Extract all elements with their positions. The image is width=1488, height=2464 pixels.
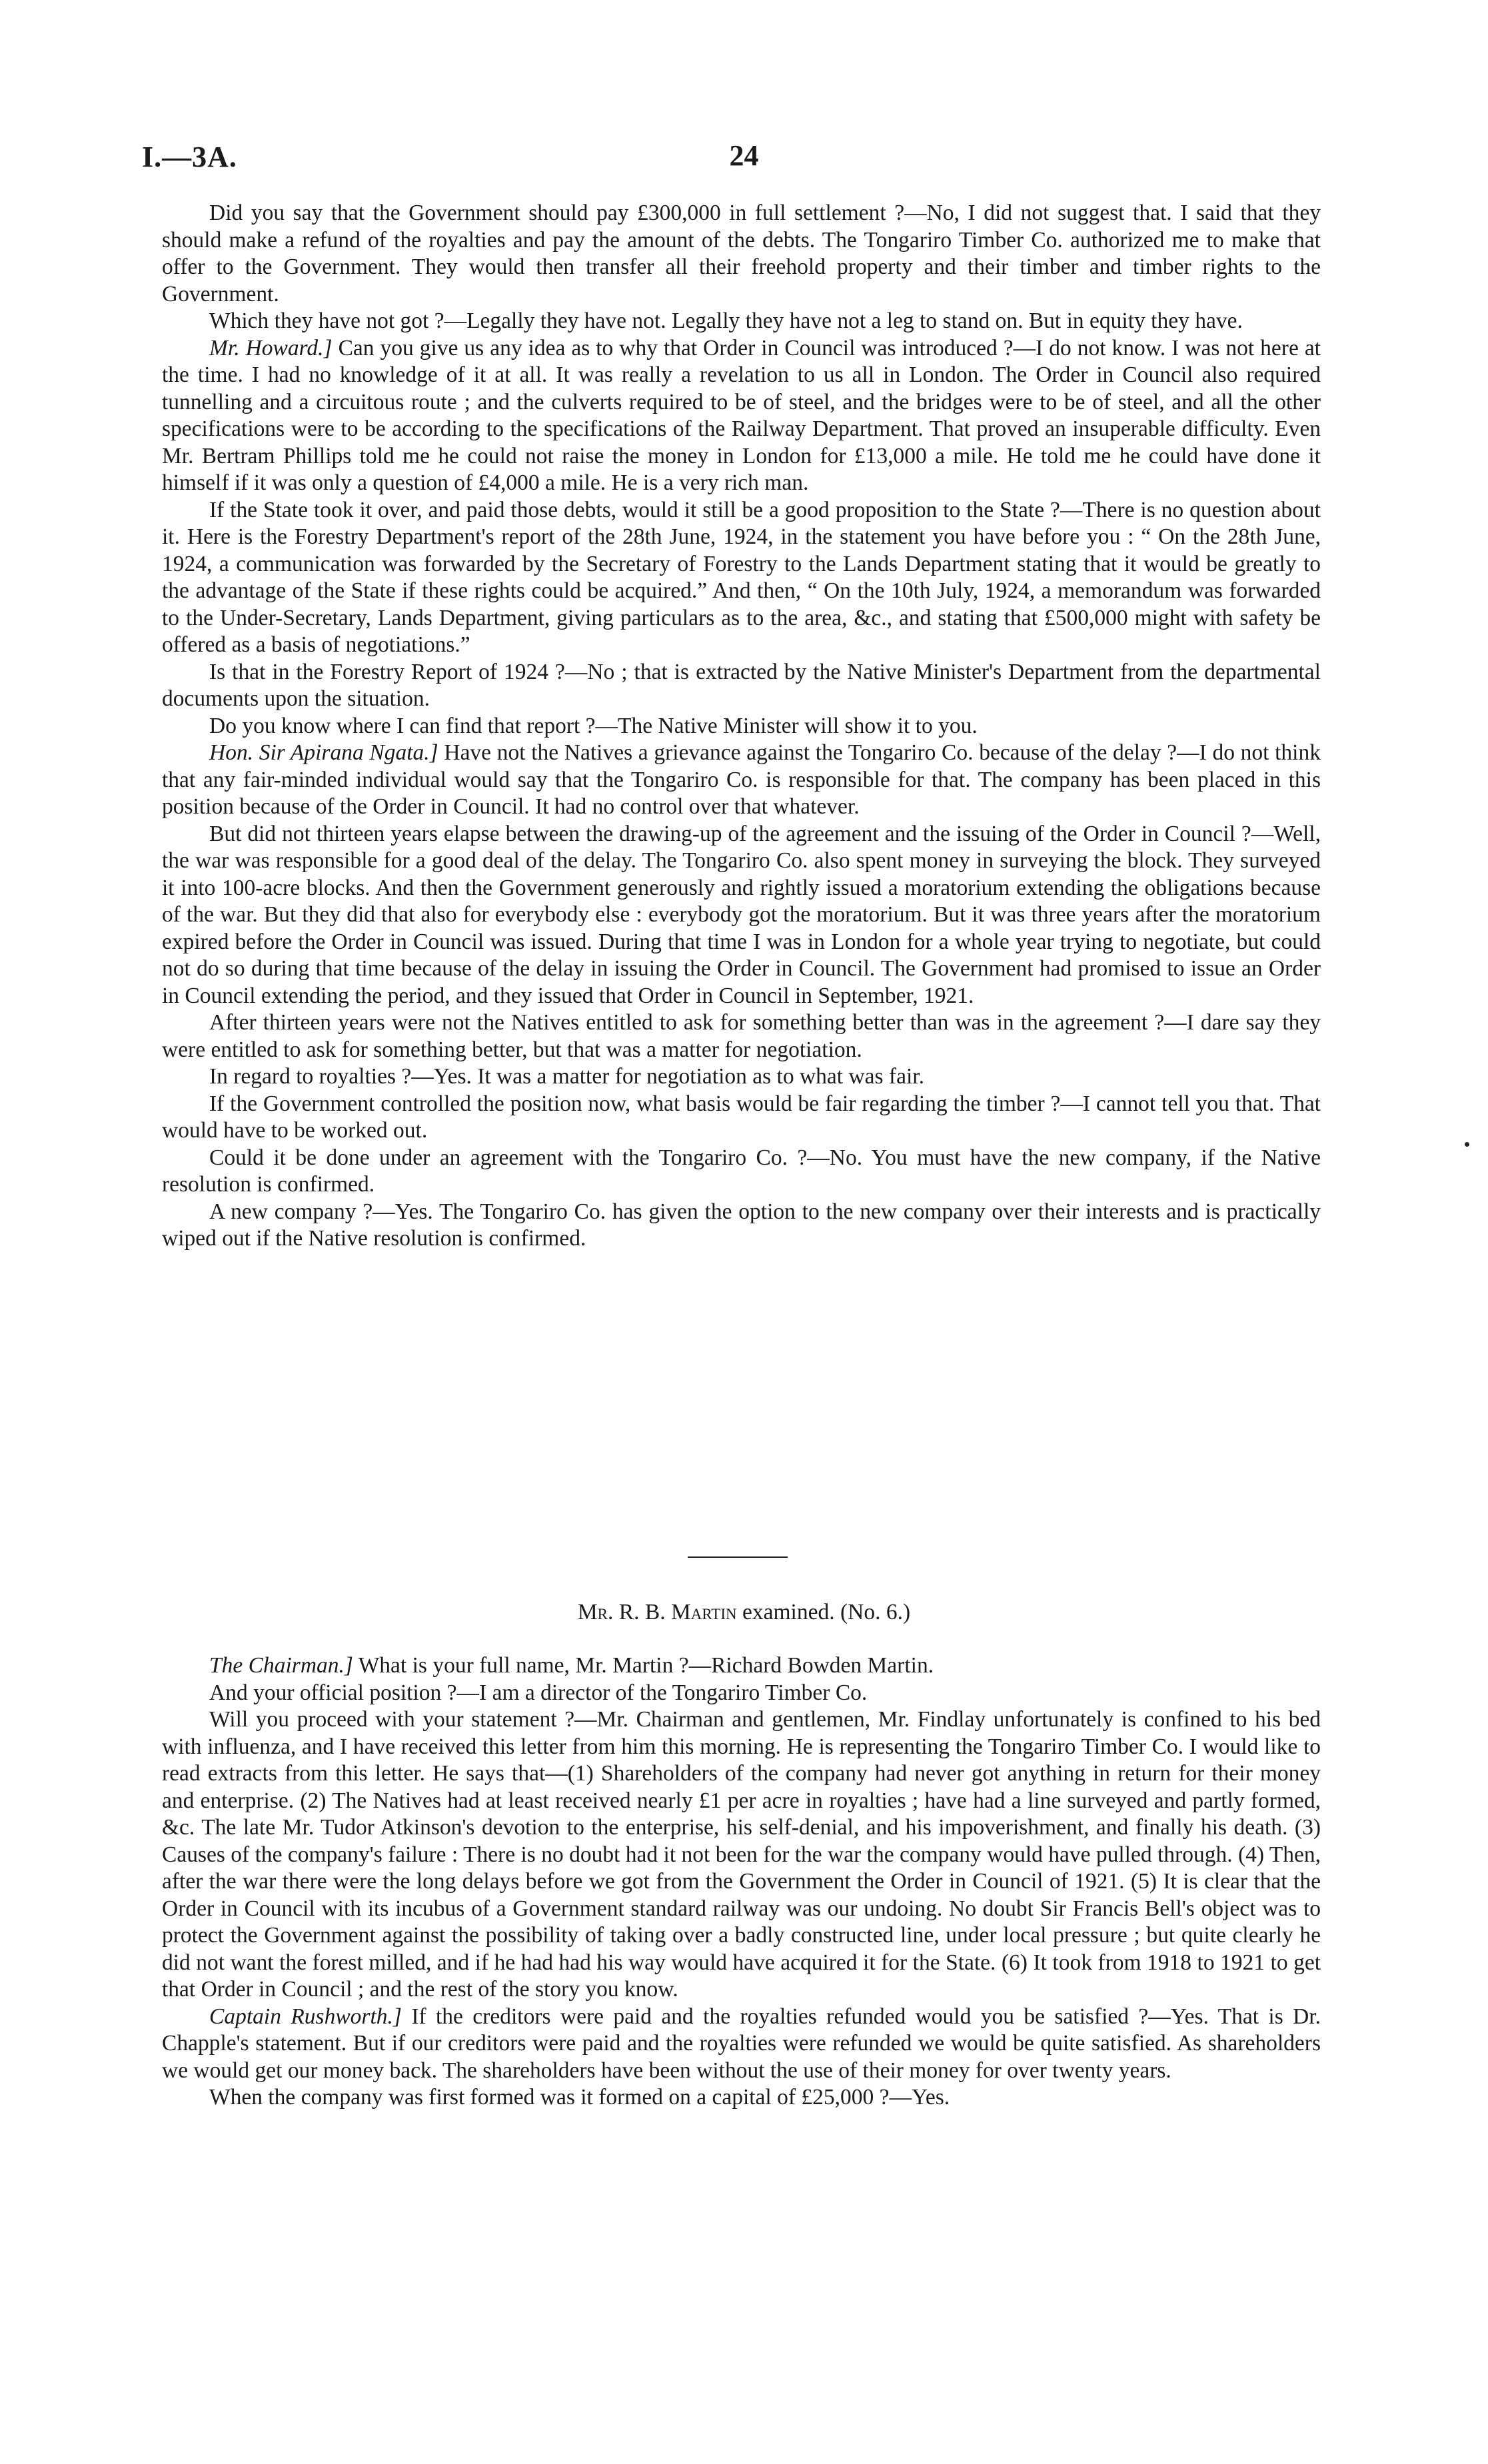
paragraph: The Chairman.] What is your full name, Mr. Martin ?—Richard Bowden Martin.: [209, 1653, 934, 1678]
witness-name: Mr. R. B. Martin: [577, 1600, 737, 1624]
paragraph: Mr. Howard.] Can you give us any idea as to why that Order in Council was introduced ?—I do not know. I was not here at the time. I had no knowledge of it at all. It was really a revelation to us all in London. The Order in Council also required tunnelling and a circuitous route ; and the culverts required to be of steel, and the bridges were to be of steel, and all the other specifications were to be according to the specifications of the Railway Department. That proved an insuperable difficulty. Even Mr. Bertram Phillips told me he could not raise the money in London for £13,000 a mile. He told me he could have done it himself if it was only a question of £4,000 a mile. He is a very rich man.: [162, 335, 1321, 495]
testimony-block-one: [162, 200, 1321, 1253]
margin-mark: [1465, 1142, 1469, 1147]
section-divider: [688, 1556, 788, 1558]
paragraph: Is that in the Forestry Report of 1924 ?—No ; that is extracted by the Native Minister's Department from the departmental documents upon the situation.: [162, 659, 1321, 711]
paragraph: Did you say that the Government should pay £300,000 in full settlement ?—No, I did not suggest that. I said that they should make a refund of the royalties and pay the amount of the debts. The Tongariro Timber Co. authorized me to make that offer to the Government. They would then transfer all their freehold property and their timber and timber rights to the Government.: [162, 201, 1321, 307]
paragraph: Captain Rushworth.] If the creditors were paid and the royalties refunded would you be satisfied ?—Yes. That is Dr. Chapple's statement. But if our creditors were paid and the royalties were refunded we would be quite satisfied. As shareholders we would get our money back. The shareholders have been without the use of their money for over twenty years.: [162, 2004, 1321, 2083]
page-number: 24: [729, 139, 759, 172]
speaker-name: Mr. Howard.]: [209, 335, 333, 360]
paragraph: If the Government controlled the position now, what basis would be fair regarding the timber ?—I cannot tell you that. That would have to be worked out.: [162, 1091, 1321, 1143]
speaker-name: Captain Rushworth.]: [209, 2004, 402, 2029]
paragraph: When the company was first formed was it formed on a capital of £25,000 ?—Yes.: [209, 2085, 950, 2110]
paragraph: Hon. Sir Apirana Ngata.] Have not the Natives a grievance against the Tongariro Co. because of the delay ?—I do not think that any fair-minded individual would say that the Tongariro Co. is responsible for that. The company has been placed in this position because of the Order in Council. It had no control over that whatever.: [162, 740, 1321, 819]
report-reference: I.—3A.: [142, 141, 237, 173]
paragraph: A new company ?—Yes. The Tongariro Co. has given the option to the new company over their interests and is practically wiped out if the Native resolution is confirmed.: [162, 1199, 1321, 1251]
paragraph: After thirteen years were not the Natives entitled to ask for something better than was in the agreement ?—I dare say they were entitled to ask for something better, but that was a matter for negotiation.: [162, 1010, 1321, 1062]
paragraph: And your official position ?—I am a director of the Tongariro Timber Co.: [209, 1680, 868, 1705]
speaker-name: Hon. Sir Apirana Ngata.]: [209, 740, 438, 765]
paragraph: Could it be done under an agreement with the Tongariro Co. ?—No. You must have the new company, if the Native resolution is confirmed.: [162, 1145, 1321, 1197]
speaker-name: The Chairman.]: [209, 1653, 353, 1678]
paragraph: Will you proceed with your statement ?—Mr. Chairman and gentlemen, Mr. Findlay unfortunately is confined to his bed with influenza, and I have received this letter from him this morning. He is representing the Tongariro Timber Co. I would like to read extracts from this letter. He says that—(1) Shareholders of the company had never got anything in return for their money and enterprise. (2) The Natives had at least received nearly £1 per acre in royalties ; have had a line surveyed and partly formed, &c. The late Mr. Tudor Atkinson's devotion to the enterprise, his self-denial, and his impoverishment, and finally his death. (3) Causes of the company's failure : There is no doubt had it not been for the war the company would have pulled through. (4) Then, after the war there were the long delays before we got from the Government the Order in Council of 1921. (5) It is clear that the Order in Council with its incubus of a Government standard railway was our undoing. No doubt Sir Francis Bell's object was to protect the Government against the possibility of taking over a badly constructed line, under local pressure ; but quite clearly he did not want the forest milled, and if he had had his way would have acquired it for the State. (6) It took from 1918 to 1921 to get that Order in Council ; and the rest of the story you know.: [162, 1707, 1321, 2002]
paragraph: Which they have not got ?—Legally they have not. Legally they have not a leg to stand on. But in equity they have.: [209, 308, 1243, 333]
paragraph: But did not thirteen years elapse between the drawing-up of the agreement and the issuing of the Order in Council ?—Well, the war was responsible for a good deal of the delay. The Tongariro Co. also spent money in surveying the block. They surveyed it into 100-acre blocks. And then the Government generously and rightly issued a moratorium extending the obligations because of the war. But they did that also for everybody else : everybody got the moratorium. But it was three years after the moratorium expired before the Order in Council was issued. During that time I was in London for a whole year trying to negotiate, but could not do so during that time because of the delay in issuing the Order in Council. The Government had promised to issue an Order in Council extending the period, and they issued that Order in Council in September, 1921.: [162, 821, 1321, 1008]
section-heading: Mr. R. B. Martin examined. (No. 6.): [577, 1600, 911, 1624]
paragraph: If the State took it over, and paid those debts, would it still be a good proposition to the State ?—There is no question about it. Here is the Forestry Department's report of the 28th June, 1924, in the statement you have before you : “ On the 28th June, 1924, a communication was forwarded by the Secretary of Forestry to the Lands Department stating that it would be greatly to the advantage of the State if these rights could be acquired.” And then, “ On the 10th July, 1924, a memorandum was forwarded to the Under-Secretary, Lands Department, giving particulars as to the area, &c., and stating that £500,000 might with safety be offered as a basis of negotiations.”: [162, 497, 1321, 657]
testimony-block-two: [162, 1652, 1321, 2112]
paragraph: In regard to royalties ?—Yes. It was a matter for negotiation as to what was fair.: [209, 1064, 924, 1089]
paragraph: Do you know where I can find that report ?—The Native Minister will show it to you.: [209, 713, 978, 738]
